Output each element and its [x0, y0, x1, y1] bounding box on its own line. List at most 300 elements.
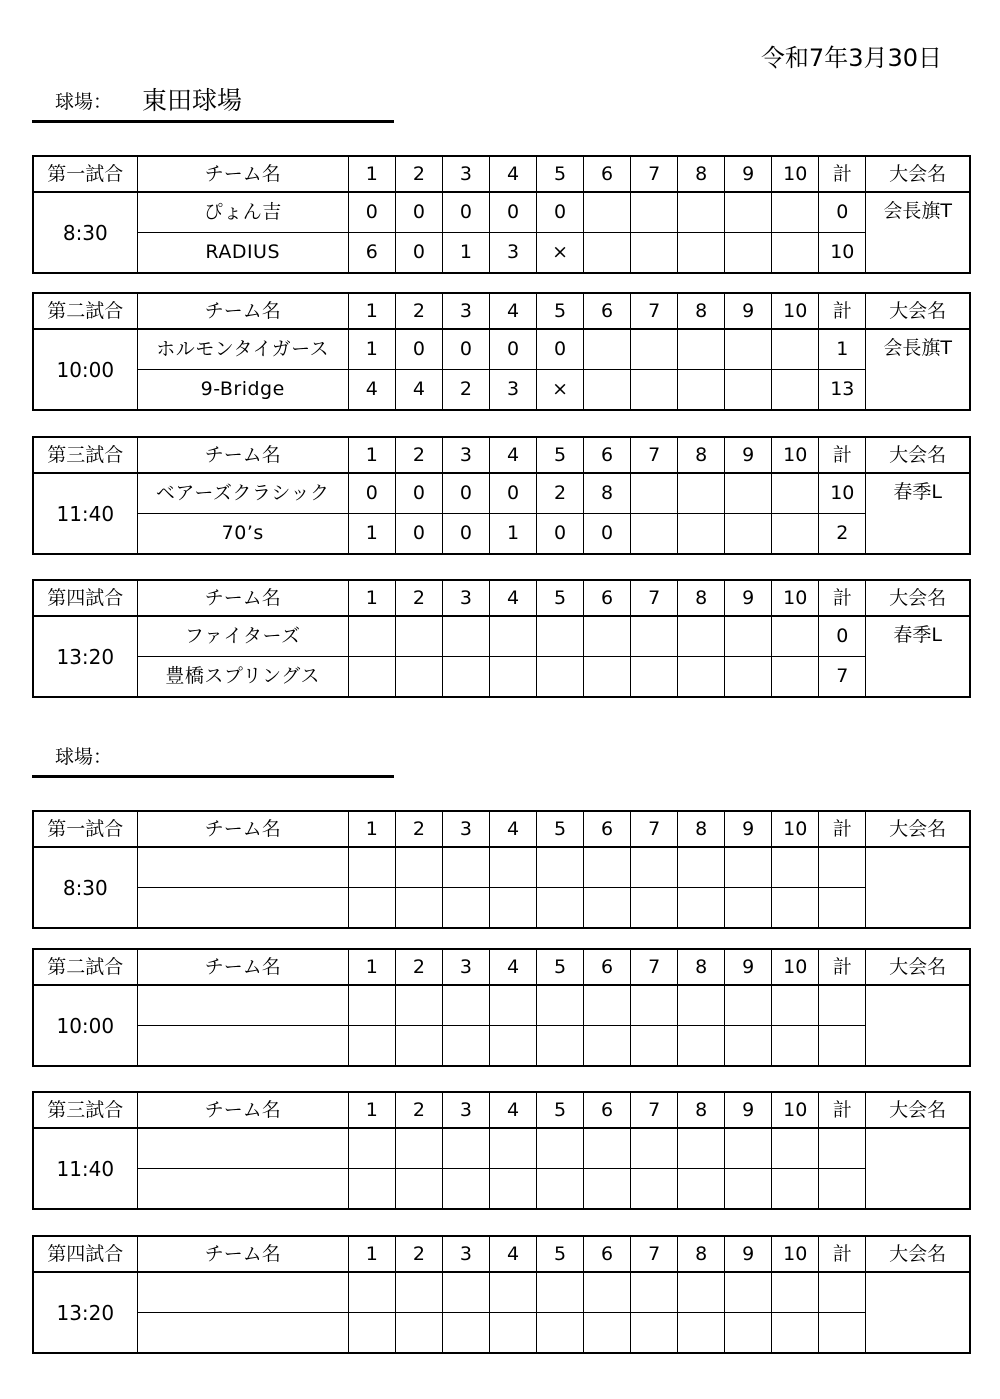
header-row	[33, 1092, 970, 1128]
inning-score	[725, 1169, 772, 1210]
team-row	[33, 1169, 970, 1210]
total-column-header: 計	[819, 1092, 866, 1128]
inning-header: 7	[631, 580, 678, 616]
team-row	[33, 1272, 970, 1313]
game-score-table	[32, 948, 971, 1067]
inning-score	[725, 1128, 772, 1169]
inning-score	[631, 1169, 678, 1210]
inning-header: 2	[395, 293, 442, 329]
inning-score	[584, 370, 631, 411]
inning-score	[772, 985, 819, 1026]
inning-score: 2	[442, 370, 489, 411]
total-score: 13	[819, 370, 866, 411]
team-row	[33, 514, 970, 555]
inning-score	[537, 1169, 584, 1210]
game-time: 10:00	[33, 329, 137, 410]
inning-score	[348, 888, 395, 929]
team-column-header: チーム名	[137, 580, 348, 616]
inning-score	[678, 985, 725, 1026]
inning-header: 2	[395, 1092, 442, 1128]
team-name	[137, 1272, 348, 1313]
inning-score: 8	[584, 473, 631, 514]
venue-label: 球場：	[55, 746, 113, 768]
inning-score	[442, 1313, 489, 1354]
total-column-header: 計	[819, 1236, 866, 1272]
inning-score	[631, 192, 678, 233]
inning-score	[725, 233, 772, 274]
inning-score	[442, 1128, 489, 1169]
inning-header: 2	[395, 811, 442, 847]
inning-score: 4	[395, 370, 442, 411]
inning-score: 3	[489, 233, 536, 274]
inning-score	[772, 329, 819, 370]
inning-header: 7	[631, 949, 678, 985]
tournament-column-header: 大会名	[866, 949, 970, 985]
inning-score	[631, 657, 678, 698]
team-row	[33, 657, 970, 698]
header-row	[33, 1236, 970, 1272]
inning-score	[631, 233, 678, 274]
inning-score	[772, 1026, 819, 1067]
venue-label: 球場：	[55, 91, 113, 113]
game-score-table	[32, 436, 971, 555]
team-name	[137, 1026, 348, 1067]
inning-header: 2	[395, 580, 442, 616]
inning-score	[772, 192, 819, 233]
tournament-name	[866, 847, 970, 928]
inning-score	[725, 192, 772, 233]
inning-header: 4	[489, 1092, 536, 1128]
inning-header: 8	[678, 437, 725, 473]
inning-score	[395, 985, 442, 1026]
inning-score: 0	[489, 473, 536, 514]
inning-score: 0	[537, 514, 584, 555]
total-column-header: 計	[819, 949, 866, 985]
inning-score	[772, 514, 819, 555]
inning-score	[678, 233, 725, 274]
inning-score: 1	[348, 329, 395, 370]
tournament-name	[866, 1128, 970, 1209]
inning-score	[725, 1313, 772, 1354]
total-column-header: 計	[819, 580, 866, 616]
game-score-table	[32, 155, 971, 274]
team-column-header: チーム名	[137, 811, 348, 847]
tournament-name: 春季L	[866, 616, 970, 697]
inning-score	[678, 1128, 725, 1169]
inning-header: 7	[631, 811, 678, 847]
inning-header: 7	[631, 1236, 678, 1272]
total-score: 0	[819, 192, 866, 233]
total-score: 10	[819, 473, 866, 514]
venue-header	[32, 741, 394, 778]
inning-score: 0	[395, 514, 442, 555]
game-time: 13:20	[33, 1272, 137, 1353]
team-row	[33, 1128, 970, 1169]
venue-name: 東田球場	[142, 86, 243, 115]
inning-score: 0	[537, 192, 584, 233]
inning-header: 3	[442, 1236, 489, 1272]
inning-header: 6	[584, 156, 631, 192]
inning-score: 0	[348, 473, 395, 514]
inning-score	[678, 192, 725, 233]
inning-header: 5	[537, 437, 584, 473]
inning-score	[678, 514, 725, 555]
total-column-header: 計	[819, 811, 866, 847]
inning-score	[442, 985, 489, 1026]
inning-score	[584, 985, 631, 1026]
inning-score	[489, 1169, 536, 1210]
game-label: 第二試合	[33, 293, 137, 329]
inning-score	[631, 514, 678, 555]
inning-score	[772, 1272, 819, 1313]
game-label: 第三試合	[33, 1092, 137, 1128]
inning-header: 4	[489, 293, 536, 329]
game-score-table	[32, 292, 971, 411]
inning-score	[631, 985, 678, 1026]
inning-score: 0	[348, 192, 395, 233]
document-date: 令和7年3月30日	[760, 44, 942, 72]
inning-header: 1	[348, 949, 395, 985]
inning-score	[772, 616, 819, 657]
inning-score	[772, 847, 819, 888]
team-column-header: チーム名	[137, 293, 348, 329]
total-column-header: 計	[819, 156, 866, 192]
inning-score	[772, 888, 819, 929]
team-name: 70’s	[137, 514, 348, 555]
inning-header: 5	[537, 156, 584, 192]
total-score	[819, 985, 866, 1026]
inning-header: 3	[442, 293, 489, 329]
team-row	[33, 1026, 970, 1067]
inning-score	[725, 616, 772, 657]
header-row	[33, 156, 970, 192]
inning-score: 1	[489, 514, 536, 555]
inning-score	[537, 1272, 584, 1313]
inning-score	[772, 1169, 819, 1210]
team-row	[33, 192, 970, 233]
team-name: ぴょん吉	[137, 192, 348, 233]
inning-score	[584, 329, 631, 370]
inning-header: 7	[631, 437, 678, 473]
inning-score	[537, 1313, 584, 1354]
inning-header: 6	[584, 293, 631, 329]
inning-header: 2	[395, 156, 442, 192]
inning-score	[489, 1128, 536, 1169]
total-score	[819, 1026, 866, 1067]
inning-header: 1	[348, 580, 395, 616]
team-name: ファイターズ	[137, 616, 348, 657]
game-time: 10:00	[33, 985, 137, 1066]
inning-header: 10	[772, 949, 819, 985]
inning-header: 1	[348, 1092, 395, 1128]
game-time: 13:20	[33, 616, 137, 697]
inning-header: 9	[725, 437, 772, 473]
team-column-header: チーム名	[137, 437, 348, 473]
inning-header: 5	[537, 949, 584, 985]
inning-score	[584, 1272, 631, 1313]
game-score-table	[32, 1091, 971, 1210]
inning-score: 0	[395, 329, 442, 370]
inning-score	[537, 616, 584, 657]
tournament-column-header: 大会名	[866, 811, 970, 847]
inning-score	[537, 985, 584, 1026]
inning-score: 0	[442, 514, 489, 555]
total-score	[819, 847, 866, 888]
inning-score	[537, 1128, 584, 1169]
inning-score	[772, 1128, 819, 1169]
header-row	[33, 580, 970, 616]
inning-header: 3	[442, 1092, 489, 1128]
total-column-header: 計	[819, 437, 866, 473]
inning-header: 1	[348, 156, 395, 192]
inning-score	[395, 888, 442, 929]
inning-header: 6	[584, 437, 631, 473]
inning-header: 9	[725, 580, 772, 616]
team-name	[137, 1128, 348, 1169]
inning-score	[348, 1313, 395, 1354]
team-row	[33, 888, 970, 929]
inning-header: 6	[584, 811, 631, 847]
inning-header: 3	[442, 580, 489, 616]
inning-header: 5	[537, 580, 584, 616]
inning-header: 8	[678, 156, 725, 192]
team-name: ホルモンタイガース	[137, 329, 348, 370]
inning-score: 1	[348, 514, 395, 555]
inning-header: 4	[489, 156, 536, 192]
inning-score	[725, 1272, 772, 1313]
team-name: 豊橋スプリングス	[137, 657, 348, 698]
inning-score	[584, 192, 631, 233]
inning-score	[631, 329, 678, 370]
inning-score	[442, 657, 489, 698]
inning-header: 2	[395, 949, 442, 985]
inning-header: 9	[725, 156, 772, 192]
team-name: ベアーズクラシック	[137, 473, 348, 514]
venue-header	[32, 86, 394, 123]
inning-score	[725, 985, 772, 1026]
tournament-column-header: 大会名	[866, 580, 970, 616]
inning-header: 10	[772, 156, 819, 192]
inning-header: 9	[725, 949, 772, 985]
inning-score: 3	[489, 370, 536, 411]
inning-score	[772, 473, 819, 514]
inning-score	[631, 1313, 678, 1354]
tournament-column-header: 大会名	[866, 156, 970, 192]
inning-header: 5	[537, 293, 584, 329]
inning-header: 5	[537, 1092, 584, 1128]
inning-score	[678, 473, 725, 514]
inning-score	[725, 847, 772, 888]
total-score	[819, 1313, 866, 1354]
header-row	[33, 811, 970, 847]
inning-score	[584, 847, 631, 888]
total-score	[819, 1128, 866, 1169]
total-score	[819, 1169, 866, 1210]
inning-score	[772, 370, 819, 411]
inning-score	[725, 514, 772, 555]
tournament-name	[866, 1272, 970, 1353]
team-name: RADIUS	[137, 233, 348, 274]
total-score: 7	[819, 657, 866, 698]
inning-score: ×	[537, 233, 584, 274]
header-row	[33, 293, 970, 329]
inning-score	[537, 657, 584, 698]
tournament-column-header: 大会名	[866, 437, 970, 473]
inning-score	[442, 1026, 489, 1067]
inning-score	[537, 888, 584, 929]
inning-score	[395, 616, 442, 657]
inning-header: 6	[584, 1092, 631, 1128]
total-column-header: 計	[819, 293, 866, 329]
tournament-column-header: 大会名	[866, 1236, 970, 1272]
inning-header: 7	[631, 1092, 678, 1128]
inning-header: 4	[489, 811, 536, 847]
inning-header: 4	[489, 1236, 536, 1272]
inning-score	[442, 1272, 489, 1313]
inning-score	[631, 473, 678, 514]
inning-score	[442, 1169, 489, 1210]
inning-header: 4	[489, 580, 536, 616]
game-time: 8:30	[33, 192, 137, 273]
inning-score: 0	[395, 233, 442, 274]
game-time: 11:40	[33, 473, 137, 554]
inning-score	[678, 616, 725, 657]
inning-score	[584, 1169, 631, 1210]
inning-score	[678, 1313, 725, 1354]
inning-score	[584, 233, 631, 274]
inning-header: 4	[489, 437, 536, 473]
inning-score: 0	[395, 473, 442, 514]
inning-score	[395, 1128, 442, 1169]
inning-header: 2	[395, 1236, 442, 1272]
team-row	[33, 985, 970, 1026]
inning-header: 8	[678, 293, 725, 329]
inning-score: 0	[442, 192, 489, 233]
tournament-name	[866, 985, 970, 1066]
inning-score	[395, 1272, 442, 1313]
game-label: 第四試合	[33, 1236, 137, 1272]
inning-header: 10	[772, 1092, 819, 1128]
team-name	[137, 888, 348, 929]
inning-score	[489, 616, 536, 657]
game-time: 8:30	[33, 847, 137, 928]
inning-header: 8	[678, 811, 725, 847]
inning-header: 4	[489, 949, 536, 985]
team-name	[137, 847, 348, 888]
inning-score	[631, 370, 678, 411]
inning-score	[772, 1313, 819, 1354]
inning-header: 2	[395, 437, 442, 473]
inning-score	[584, 1313, 631, 1354]
inning-score	[678, 370, 725, 411]
inning-score: 4	[348, 370, 395, 411]
team-column-header: チーム名	[137, 1092, 348, 1128]
team-row	[33, 1313, 970, 1354]
inning-score: 2	[537, 473, 584, 514]
game-time: 11:40	[33, 1128, 137, 1209]
inning-score	[489, 985, 536, 1026]
team-name	[137, 1313, 348, 1354]
inning-score	[348, 1272, 395, 1313]
tournament-column-header: 大会名	[866, 293, 970, 329]
inning-score	[725, 888, 772, 929]
inning-score	[584, 657, 631, 698]
inning-score	[725, 473, 772, 514]
inning-score	[725, 1026, 772, 1067]
total-score	[819, 1272, 866, 1313]
team-column-header: チーム名	[137, 1236, 348, 1272]
inning-score	[395, 1026, 442, 1067]
tournament-column-header: 大会名	[866, 1092, 970, 1128]
team-row	[33, 616, 970, 657]
team-row	[33, 370, 970, 411]
total-score	[819, 888, 866, 929]
inning-score: 0	[537, 329, 584, 370]
inning-score	[725, 329, 772, 370]
inning-score	[631, 1272, 678, 1313]
inning-score	[631, 1026, 678, 1067]
header-row	[33, 437, 970, 473]
inning-header: 10	[772, 293, 819, 329]
inning-header: 1	[348, 1236, 395, 1272]
game-label: 第一試合	[33, 811, 137, 847]
inning-score	[678, 1272, 725, 1313]
tournament-name: 会長旗T	[866, 329, 970, 410]
inning-header: 3	[442, 811, 489, 847]
inning-score	[348, 985, 395, 1026]
inning-header: 9	[725, 1092, 772, 1128]
inning-score	[489, 1026, 536, 1067]
inning-score	[772, 233, 819, 274]
team-column-header: チーム名	[137, 156, 348, 192]
game-label: 第四試合	[33, 580, 137, 616]
inning-score	[584, 1128, 631, 1169]
inning-score	[584, 1026, 631, 1067]
team-row	[33, 473, 970, 514]
inning-header: 10	[772, 437, 819, 473]
inning-score	[395, 657, 442, 698]
inning-score	[348, 1169, 395, 1210]
inning-score	[584, 888, 631, 929]
total-score: 10	[819, 233, 866, 274]
inning-score	[584, 616, 631, 657]
inning-score: ×	[537, 370, 584, 411]
inning-header: 10	[772, 580, 819, 616]
total-score: 0	[819, 616, 866, 657]
inning-header: 9	[725, 1236, 772, 1272]
inning-score: 0	[489, 329, 536, 370]
header-row	[33, 949, 970, 985]
inning-header: 3	[442, 949, 489, 985]
inning-score	[725, 657, 772, 698]
game-score-table	[32, 810, 971, 929]
inning-score: 0	[584, 514, 631, 555]
inning-header: 9	[725, 293, 772, 329]
inning-score	[442, 616, 489, 657]
inning-header: 1	[348, 437, 395, 473]
inning-score	[348, 616, 395, 657]
inning-score: 1	[442, 233, 489, 274]
team-row	[33, 329, 970, 370]
inning-score: 0	[442, 473, 489, 514]
game-score-table	[32, 1235, 971, 1354]
inning-score	[678, 888, 725, 929]
game-score-table	[32, 579, 971, 698]
inning-header: 6	[584, 949, 631, 985]
inning-header: 9	[725, 811, 772, 847]
inning-score	[348, 1026, 395, 1067]
inning-header: 7	[631, 293, 678, 329]
